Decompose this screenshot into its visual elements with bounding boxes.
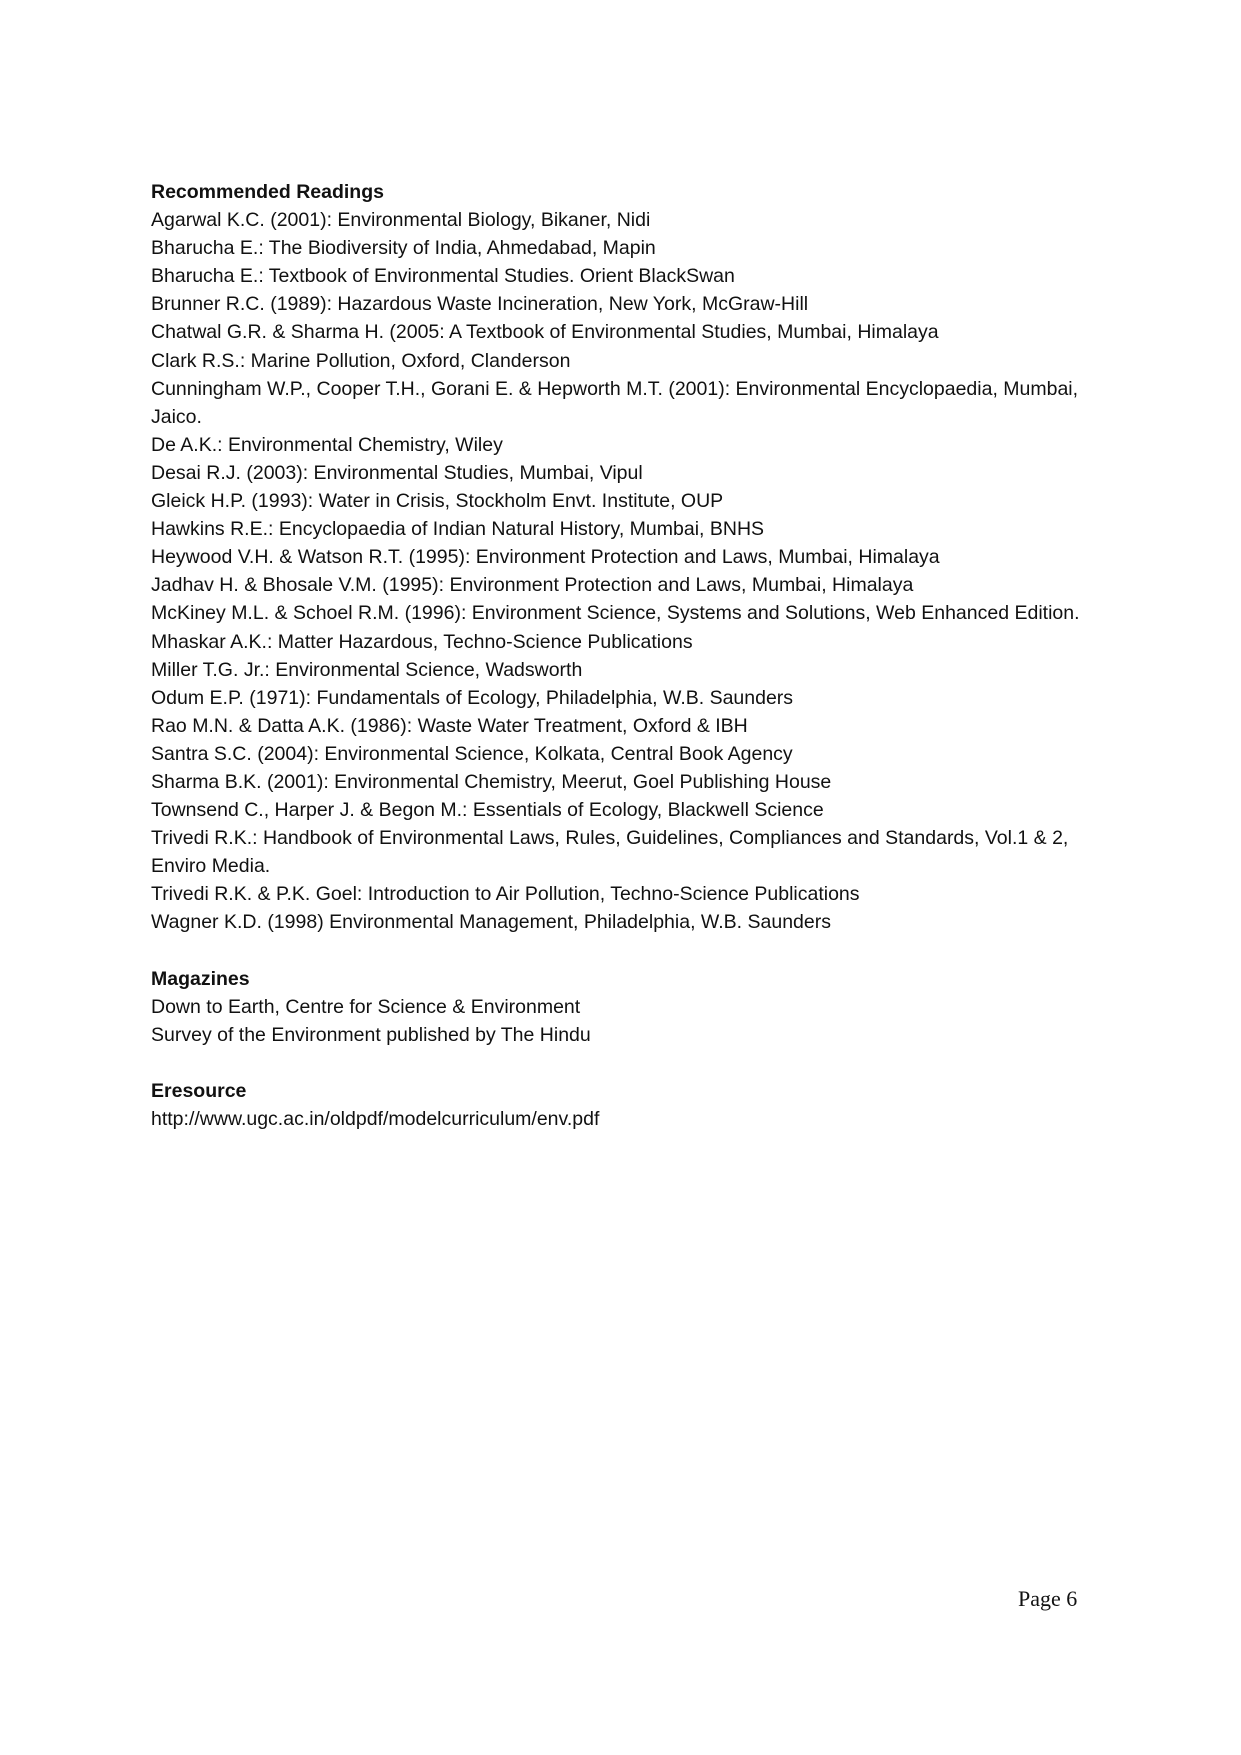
page-number: Page 6 — [1018, 1586, 1078, 1611]
list-item: Santra S.C. (2004): Environmental Science, Kolkata, Central Book Agency — [151, 742, 793, 765]
list-item: Clark R.S.: Marine Pollution, Oxford, Clanderson — [151, 349, 571, 372]
list-item: Chatwal G.R. & Sharma H. (2005: A Textbook of Environmental Studies, Mumbai, Himalaya — [151, 321, 939, 344]
list-item: Trivedi R.K. & P.K. Goel: Introduction to Air Pollution, Techno-Science Publications — [151, 883, 860, 906]
eresource-link[interactable]: http://www.ugc.ac.in/oldpdf/modelcurriculum/env.pdf — [151, 1107, 600, 1130]
section-heading: Eresource — [151, 1079, 247, 1102]
readings-list — [151, 206, 1091, 936]
list-item: Sharma B.K. (2001): Environmental Chemistry, Meerut, Goel Publishing House — [151, 770, 832, 793]
list-item: Bharucha E.: The Biodiversity of India, Ahmedabad, Mapin — [151, 237, 656, 260]
list-item: Bharucha E.: Textbook of Environmental Studies. Orient BlackSwan — [151, 265, 735, 288]
list-item: McKiney M.L. & Schoel R.M. (1996): Environment Science, Systems and Solutions, Web Enhanced Edition. — [151, 602, 1080, 625]
section-heading: Magazines — [151, 967, 250, 990]
list-item: Agarwal K.C. (2001): Environmental Biology, Bikaner, Nidi — [151, 209, 651, 232]
list-item: Down to Earth, Centre for Science & Environment — [151, 995, 581, 1018]
list-item: Trivedi R.K.: Handbook of Environmental Laws, Rules, Guidelines, Compliances and Standards, Vol.1 & 2, Enviro Media. — [151, 827, 1069, 878]
list-item: Desai R.J. (2003): Environmental Studies, Mumbai, Vipul — [151, 461, 643, 484]
eresource-section — [151, 1077, 1091, 1133]
section-heading: Recommended Readings — [151, 181, 384, 203]
section-spacer — [151, 937, 1091, 965]
list-item: Mhaskar A.K.: Matter Hazardous, Techno-Science Publications — [151, 630, 693, 653]
list-item: Miller T.G. Jr.: Environmental Science, Wadsworth — [151, 658, 583, 681]
recommended-readings-section — [151, 178, 1091, 937]
list-item: Townsend C., Harper J. & Begon M.: Essentials of Ecology, Blackwell Science — [151, 799, 824, 822]
list-item: Heywood V.H. & Watson R.T. (1995): Environment Protection and Laws, Mumbai, Himalaya — [151, 546, 940, 569]
list-item: Jadhav H. & Bhosale V.M. (1995): Environment Protection and Laws, Mumbai, Himalaya — [151, 574, 914, 597]
list-item: Gleick H.P. (1993): Water in Crisis, Stockholm Envt. Institute, OUP — [151, 490, 724, 513]
list-item: Odum E.P. (1971): Fundamentals of Ecology, Philadelphia, W.B. Saunders — [151, 686, 794, 709]
list-item: Cunningham W.P., Cooper T.H., Gorani E. & Hepworth M.T. (2001): Environmental Encyclopaedia, Mumbai, Jaico. — [151, 377, 1079, 428]
list-item: Rao M.N. & Datta A.K. (1986): Waste Water Treatment, Oxford & IBH — [151, 714, 748, 737]
list-item: De A.K.: Environmental Chemistry, Wiley — [151, 433, 503, 456]
section-spacer — [151, 1049, 1091, 1077]
page-content — [151, 178, 1091, 1133]
magazines-section — [151, 965, 1091, 1049]
eresource-list — [151, 1105, 1091, 1133]
list-item: Wagner K.D. (1998) Environmental Management, Philadelphia, W.B. Saunders — [151, 911, 831, 934]
list-item: Hawkins R.E.: Encyclopaedia of Indian Natural History, Mumbai, BNHS — [151, 518, 765, 541]
list-item: Brunner R.C. (1989): Hazardous Waste Incineration, New York, McGraw-Hill — [151, 293, 809, 316]
list-item: Survey of the Environment published by The Hindu — [151, 1023, 591, 1046]
magazines-list — [151, 993, 1091, 1049]
